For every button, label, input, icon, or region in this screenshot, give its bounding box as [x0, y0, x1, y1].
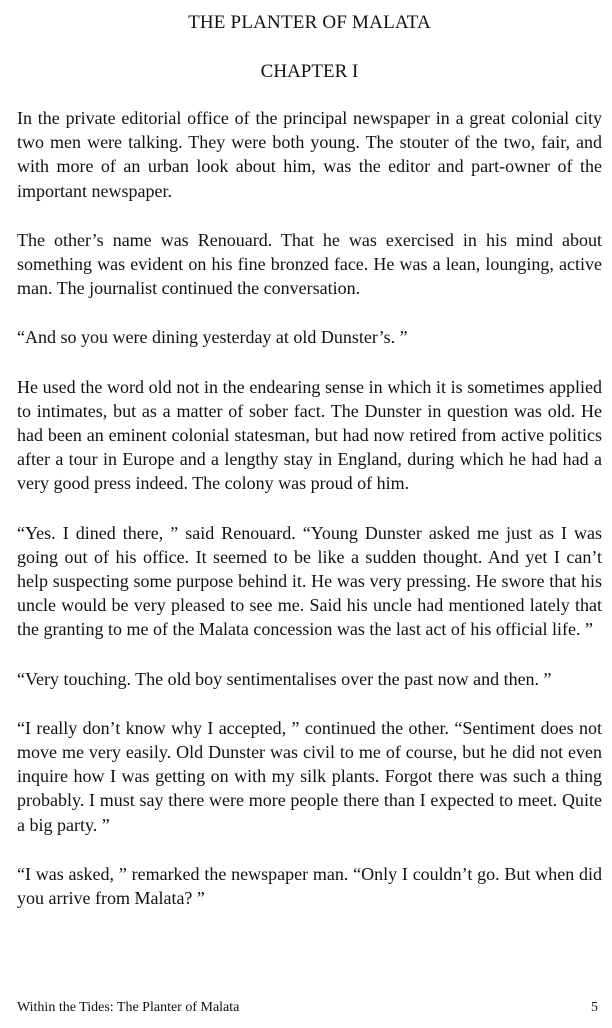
paragraph: “I was asked, ” remarked the newspaper man. “Only I couldn’t go. But when did you arrive from Malata? ”: [17, 863, 602, 909]
book-page: [17, 0, 602, 1028]
paragraph: “Very touching. The old boy sentimentalises over the past now and then. ”: [17, 668, 552, 689]
paragraph: The other’s name was Renouard. That he was exercised in his mind about something was evident on his fine bronzed face. He was a lean, lounging, active man. The journalist continued the conversation.: [17, 229, 602, 299]
chapter-title: CHAPTER I: [260, 61, 359, 82]
paragraph: In the private editorial office of the principal newspaper in a great colonial city two men were talking. They were both young. The stouter of the two, fair, and with more of an urban look about him, was the editor and part-owner of the important newspaper.: [17, 108, 602, 201]
page-number: 5: [591, 1000, 598, 1015]
paragraph: “Yes. I dined there, ” said Renouard. “Young Dunster asked me just as I was going out of his office. It seemed to be like a sudden thought. And yet I can’t help suspecting some purpose behind it. He was very pressing. He swore that his uncle would be very pleased to see me. Said his uncle had mentioned lately that the granting to me of the Malata concession was the last act of his official life. ”: [17, 522, 602, 640]
paragraph: “And so you were dining yesterday at old Dunster’s. ”: [17, 327, 408, 348]
paragraph: He used the word old not in the endearing sense in which it is sometimes applied to intimates, but as a matter of sober fact. The Dunster in question was old. He had been an eminent colonial statesman, but had now retired from active politics after a tour in Europe and a lengthy stay in England, during which he had had a very good press indeed. The colony was proud of him.: [17, 376, 602, 494]
paragraph: “I really don’t know why I accepted, ” continued the other. “Sentiment does not move me very easily. Old Dunster was civil to me of course, but he did not even inquire how I was getting on with my silk plants. Forgot there was such a thing probably. I must say there were more people there than I expected to meet. Quite a big party. ”: [17, 717, 602, 835]
body-text: [17, 106, 602, 935]
book-title: THE PLANTER OF MALATA: [188, 12, 431, 33]
running-title: Within the Tides: The Planter of Malata: [17, 1000, 240, 1015]
